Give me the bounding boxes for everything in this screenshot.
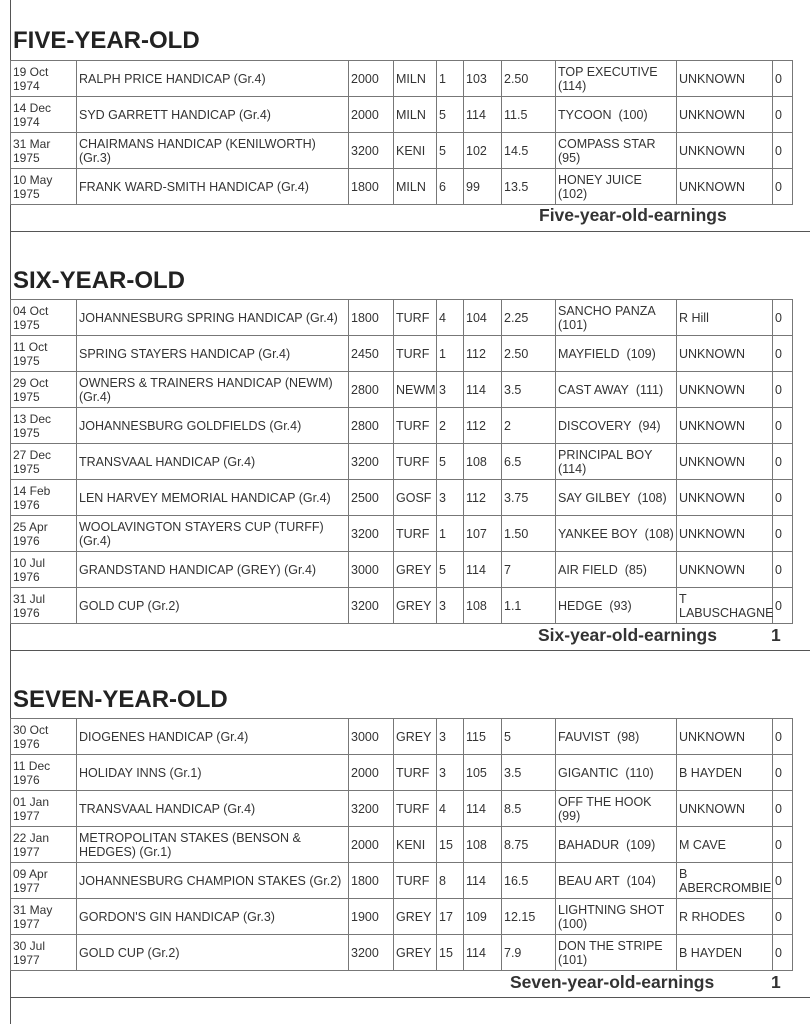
course-cell: MILN <box>394 61 437 97</box>
jockey-link[interactable]: UNKNOWN <box>677 719 773 755</box>
weight-cell: 112 <box>464 408 502 444</box>
jockey-link[interactable]: UNKNOWN <box>677 133 773 169</box>
race-row <box>11 444 793 480</box>
winner-rating: (94) <box>638 418 661 433</box>
race-row <box>11 552 793 588</box>
race-row <box>11 300 793 336</box>
race-name-link[interactable]: WOOLAVINGTON STAYERS CUP (TURFF) (Gr.4) <box>77 516 349 552</box>
course-cell: TURF <box>394 516 437 552</box>
position-cell: 6 <box>437 169 464 205</box>
race-date-cell: 01 Jan 1977 <box>11 791 77 827</box>
winner-rating: (102) <box>558 186 588 201</box>
winner-name-link[interactable]: AIR FIELD <box>558 562 618 577</box>
weight-cell: 114 <box>464 552 502 588</box>
odds-cell: 3.75 <box>502 480 556 516</box>
distance-cell: 3200 <box>349 791 394 827</box>
winner-rating: (114) <box>558 78 587 93</box>
weight-cell: 114 <box>464 372 502 408</box>
race-date-cell: 31 Jul 1976 <box>11 588 77 624</box>
race-date-cell: 30 Oct 1976 <box>11 719 77 755</box>
odds-cell: 1.1 <box>502 588 556 624</box>
race-date-cell: 31 May 1977 <box>11 899 77 935</box>
winner-name-link[interactable]: YANKEE BOY <box>558 526 638 541</box>
race-name-link[interactable]: SYD GARRETT HANDICAP (Gr.4) <box>77 97 349 133</box>
race-date-cell: 14 Feb 1976 <box>11 480 77 516</box>
winner-name-link[interactable]: DISCOVERY <box>558 418 632 433</box>
position-cell: 4 <box>437 791 464 827</box>
jockey-link[interactable]: UNKNOWN <box>677 97 773 133</box>
winner-cell[interactable] <box>556 552 677 588</box>
distance-cell: 3000 <box>349 552 394 588</box>
weight-cell: 114 <box>464 97 502 133</box>
race-name-link[interactable]: JOHANNESBURG CHAMPION STAKES (Gr.2) <box>77 863 349 899</box>
course-cell: TURF <box>394 755 437 791</box>
odds-cell: 2.25 <box>502 300 556 336</box>
jockey-link[interactable]: R Hill <box>677 300 773 336</box>
race-date-cell: 10 May 1975 <box>11 169 77 205</box>
winner-name-link[interactable]: TOP EXECUTIVE <box>558 64 658 79</box>
race-row <box>11 336 793 372</box>
earnings-label-text: Six-year-old-earnings <box>538 625 717 645</box>
distance-cell: 3200 <box>349 935 394 971</box>
extra-cell: 0 <box>773 719 793 755</box>
race-date-cell: 29 Oct 1975 <box>11 372 77 408</box>
distance-cell: 1800 <box>349 169 394 205</box>
course-cell: GREY <box>394 552 437 588</box>
position-cell: 2 <box>437 408 464 444</box>
winner-name-link[interactable]: TYCOON <box>558 107 612 122</box>
jockey-link[interactable]: UNKNOWN <box>677 516 773 552</box>
weight-cell: 112 <box>464 336 502 372</box>
position-cell: 17 <box>437 899 464 935</box>
extra-cell: 0 <box>773 863 793 899</box>
extra-cell: 0 <box>773 372 793 408</box>
extra-cell: 0 <box>773 97 793 133</box>
distance-cell: 2000 <box>349 61 394 97</box>
course-cell: GREY <box>394 588 437 624</box>
distance-cell: 2800 <box>349 408 394 444</box>
winner-rating: (101) <box>558 317 588 332</box>
course-cell: TURF <box>394 444 437 480</box>
distance-cell: 3200 <box>349 516 394 552</box>
distance-cell: 3200 <box>349 133 394 169</box>
course-cell: TURF <box>394 300 437 336</box>
odds-cell: 8.5 <box>502 791 556 827</box>
weight-cell: 103 <box>464 61 502 97</box>
race-date-cell: 27 Dec 1975 <box>11 444 77 480</box>
extra-cell: 0 <box>773 516 793 552</box>
course-cell: TURF <box>394 791 437 827</box>
extra-cell: 0 <box>773 61 793 97</box>
extra-cell: 0 <box>773 552 793 588</box>
winner-rating: (108) <box>644 526 674 541</box>
position-cell: 1 <box>437 61 464 97</box>
winner-name-link[interactable]: BEAU ART <box>558 873 620 888</box>
winner-cell[interactable] <box>556 372 677 408</box>
race-row <box>11 169 793 205</box>
race-date-cell: 11 Dec 1976 <box>11 755 77 791</box>
race-name-link[interactable]: OWNERS & TRAINERS HANDICAP (NEWM) (Gr.4) <box>77 372 349 408</box>
earnings-label <box>539 205 727 226</box>
race-name-link[interactable]: HOLIDAY INNS (Gr.1) <box>77 755 349 791</box>
position-cell: 3 <box>437 480 464 516</box>
course-cell: GREY <box>394 899 437 935</box>
weight-cell: 99 <box>464 169 502 205</box>
extra-cell: 0 <box>773 300 793 336</box>
jockey-link[interactable]: UNKNOWN <box>677 169 773 205</box>
course-cell: GREY <box>394 935 437 971</box>
odds-cell: 14.5 <box>502 133 556 169</box>
earnings-value: 1 <box>771 625 781 645</box>
weight-cell: 104 <box>464 300 502 336</box>
extra-cell: 0 <box>773 588 793 624</box>
winner-cell[interactable] <box>556 300 677 336</box>
race-row <box>11 408 793 444</box>
race-row <box>11 61 793 97</box>
odds-cell: 2 <box>502 408 556 444</box>
extra-cell: 0 <box>773 935 793 971</box>
distance-cell: 1800 <box>349 300 394 336</box>
race-row <box>11 719 793 755</box>
winner-rating: (93) <box>609 598 632 613</box>
jockey-link[interactable]: UNKNOWN <box>677 791 773 827</box>
winner-name-link[interactable]: HONEY JUICE <box>558 172 642 187</box>
earnings-value: 1 <box>771 972 781 992</box>
winner-cell[interactable] <box>556 588 677 624</box>
winner-rating: (98) <box>617 729 640 744</box>
section-title: FIVE-YEAR-OLD <box>13 27 200 54</box>
position-cell: 3 <box>437 719 464 755</box>
jockey-link[interactable]: T LABUSCHAGNE <box>677 588 773 624</box>
course-cell: TURF <box>394 863 437 899</box>
odds-cell: 6.5 <box>502 444 556 480</box>
winner-rating: (101) <box>558 952 588 967</box>
weight-cell: 112 <box>464 480 502 516</box>
winner-cell[interactable] <box>556 719 677 755</box>
extra-cell: 0 <box>773 827 793 863</box>
race-date-cell: 30 Jul 1977 <box>11 935 77 971</box>
course-cell: KENI <box>394 133 437 169</box>
winner-cell[interactable] <box>556 169 677 205</box>
odds-cell: 7 <box>502 552 556 588</box>
distance-cell: 2000 <box>349 97 394 133</box>
section-divider <box>10 650 810 651</box>
winner-rating: (99) <box>558 808 581 823</box>
race-date-cell: 22 Jan 1977 <box>11 827 77 863</box>
winner-cell[interactable] <box>556 516 677 552</box>
race-row <box>11 827 793 863</box>
winner-rating: (109) <box>626 837 656 852</box>
race-name-link[interactable]: JOHANNESBURG SPRING HANDICAP (Gr.4) <box>77 300 349 336</box>
section-title: SEVEN-YEAR-OLD <box>13 686 228 713</box>
race-name-link[interactable]: GOLD CUP (Gr.2) <box>77 935 349 971</box>
winner-name-link[interactable]: SANCHO PANZA <box>558 303 656 318</box>
race-table <box>10 718 793 971</box>
winner-cell[interactable] <box>556 827 677 863</box>
winner-name-link[interactable]: MAYFIELD <box>558 346 620 361</box>
odds-cell: 8.75 <box>502 827 556 863</box>
winner-name-link[interactable]: GIGANTIC <box>558 765 619 780</box>
weight-cell: 114 <box>464 791 502 827</box>
race-date-cell: 10 Jul 1976 <box>11 552 77 588</box>
earnings-label-text: Five-year-old-earnings <box>539 205 727 225</box>
extra-cell: 0 <box>773 755 793 791</box>
extra-cell: 0 <box>773 336 793 372</box>
winner-cell[interactable] <box>556 444 677 480</box>
race-name-link[interactable]: CHAIRMANS HANDICAP (KENILWORTH) (Gr.3) <box>77 133 349 169</box>
race-name-link[interactable]: TRANSVAAL HANDICAP (Gr.4) <box>77 791 349 827</box>
winner-rating: (95) <box>558 150 581 165</box>
extra-cell: 0 <box>773 444 793 480</box>
race-date-cell: 11 Oct 1975 <box>11 336 77 372</box>
jockey-link[interactable]: B HAYDEN <box>677 935 773 971</box>
winner-cell[interactable] <box>556 899 677 935</box>
course-cell: NEWM <box>394 372 437 408</box>
earnings-label-text: Seven-year-old-earnings <box>510 972 715 992</box>
position-cell: 15 <box>437 827 464 863</box>
jockey-link[interactable]: M CAVE <box>677 827 773 863</box>
distance-cell: 2800 <box>349 372 394 408</box>
winner-rating: (108) <box>637 490 667 505</box>
distance-cell: 3200 <box>349 444 394 480</box>
race-date-cell: 09 Apr 1977 <box>11 863 77 899</box>
course-cell: MILN <box>394 97 437 133</box>
race-name-link[interactable]: GRANDSTAND HANDICAP (GREY) (Gr.4) <box>77 552 349 588</box>
race-date-cell: 14 Dec 1974 <box>11 97 77 133</box>
position-cell: 8 <box>437 863 464 899</box>
winner-rating: (85) <box>624 562 647 577</box>
extra-cell: 0 <box>773 480 793 516</box>
odds-cell: 13.5 <box>502 169 556 205</box>
winner-cell[interactable] <box>556 133 677 169</box>
extra-cell: 0 <box>773 133 793 169</box>
jockey-link[interactable]: UNKNOWN <box>677 61 773 97</box>
jockey-link[interactable]: R RHODES <box>677 899 773 935</box>
distance-cell: 2450 <box>349 336 394 372</box>
winner-name-link[interactable]: LIGHTNING SHOT <box>558 902 665 917</box>
extra-cell: 0 <box>773 791 793 827</box>
course-cell: TURF <box>394 408 437 444</box>
winner-name-link[interactable]: SAY GILBEY <box>558 490 631 505</box>
race-name-link[interactable]: METROPOLITAN STAKES (BENSON & HEDGES) (Gr.1) <box>77 827 349 863</box>
winner-name-link[interactable]: PRINCIPAL BOY <box>558 447 653 462</box>
race-name-link[interactable]: GORDON'S GIN HANDICAP (Gr.3) <box>77 899 349 935</box>
position-cell: 5 <box>437 552 464 588</box>
section-divider <box>10 997 810 998</box>
race-row <box>11 935 793 971</box>
winner-cell[interactable] <box>556 755 677 791</box>
course-cell: GOSF <box>394 480 437 516</box>
odds-cell: 7.9 <box>502 935 556 971</box>
jockey-link[interactable]: B HAYDEN <box>677 755 773 791</box>
race-row <box>11 863 793 899</box>
winner-name-link[interactable]: COMPASS STAR <box>558 136 656 151</box>
course-cell: KENI <box>394 827 437 863</box>
position-cell: 5 <box>437 97 464 133</box>
position-cell: 1 <box>437 516 464 552</box>
earnings-label <box>538 625 781 646</box>
position-cell: 15 <box>437 935 464 971</box>
winner-cell[interactable] <box>556 863 677 899</box>
race-table <box>10 299 793 624</box>
course-cell: TURF <box>394 336 437 372</box>
distance-cell: 1800 <box>349 863 394 899</box>
winner-name-link[interactable]: BAHADUR <box>558 837 620 852</box>
race-name-link[interactable]: DIOGENES HANDICAP (Gr.4) <box>77 719 349 755</box>
winner-rating: (100) <box>558 916 588 931</box>
winner-name-link[interactable]: FAUVIST <box>558 729 611 744</box>
race-date-cell: 19 Oct 1974 <box>11 61 77 97</box>
course-cell: MILN <box>394 169 437 205</box>
position-cell: 1 <box>437 336 464 372</box>
distance-cell: 3200 <box>349 588 394 624</box>
race-name-link[interactable]: JOHANNESBURG GOLDFIELDS (Gr.4) <box>77 408 349 444</box>
odds-cell: 3.5 <box>502 372 556 408</box>
distance-cell: 2000 <box>349 827 394 863</box>
winner-name-link[interactable]: DON THE STRIPE <box>558 938 663 953</box>
extra-cell: 0 <box>773 169 793 205</box>
extra-cell: 0 <box>773 408 793 444</box>
winner-cell[interactable] <box>556 336 677 372</box>
race-name-link[interactable]: GOLD CUP (Gr.2) <box>77 588 349 624</box>
winner-cell[interactable] <box>556 935 677 971</box>
odds-cell: 5 <box>502 719 556 755</box>
race-date-cell: 31 Mar 1975 <box>11 133 77 169</box>
section-divider <box>10 231 810 232</box>
jockey-link[interactable]: B ABERCROMBIE <box>677 863 773 899</box>
jockey-link[interactable]: UNKNOWN <box>677 408 773 444</box>
winner-name-link[interactable]: HEDGE <box>558 598 603 613</box>
race-row <box>11 588 793 624</box>
weight-cell: 108 <box>464 444 502 480</box>
odds-cell: 11.5 <box>502 97 556 133</box>
distance-cell: 1900 <box>349 899 394 935</box>
jockey-link[interactable]: UNKNOWN <box>677 444 773 480</box>
winner-cell[interactable] <box>556 791 677 827</box>
position-cell: 3 <box>437 372 464 408</box>
race-row <box>11 899 793 935</box>
race-row <box>11 791 793 827</box>
course-cell: GREY <box>394 719 437 755</box>
winner-rating: (111) <box>635 382 664 397</box>
winner-rating: (104) <box>626 873 656 888</box>
race-name-link[interactable]: TRANSVAAL HANDICAP (Gr.4) <box>77 444 349 480</box>
weight-cell: 114 <box>464 935 502 971</box>
weight-cell: 107 <box>464 516 502 552</box>
race-row <box>11 372 793 408</box>
winner-rating: (109) <box>626 346 656 361</box>
race-date-cell: 04 Oct 1975 <box>11 300 77 336</box>
race-name-link[interactable]: SPRING STAYERS HANDICAP (Gr.4) <box>77 336 349 372</box>
distance-cell: 3000 <box>349 719 394 755</box>
section-title: SIX-YEAR-OLD <box>13 267 186 294</box>
weight-cell: 114 <box>464 863 502 899</box>
weight-cell: 108 <box>464 588 502 624</box>
winner-cell[interactable] <box>556 408 677 444</box>
winner-name-link[interactable]: OFF THE HOOK <box>558 794 652 809</box>
extra-cell: 0 <box>773 899 793 935</box>
winner-rating: (100) <box>618 107 648 122</box>
jockey-link[interactable]: UNKNOWN <box>677 480 773 516</box>
race-name-link[interactable]: LEN HARVEY MEMORIAL HANDICAP (Gr.4) <box>77 480 349 516</box>
jockey-link[interactable]: UNKNOWN <box>677 372 773 408</box>
weight-cell: 102 <box>464 133 502 169</box>
position-cell: 5 <box>437 444 464 480</box>
weight-cell: 108 <box>464 827 502 863</box>
race-row <box>11 480 793 516</box>
odds-cell: 2.50 <box>502 336 556 372</box>
position-cell: 5 <box>437 133 464 169</box>
odds-cell: 16.5 <box>502 863 556 899</box>
winner-name-link[interactable]: CAST AWAY <box>558 382 629 397</box>
weight-cell: 115 <box>464 719 502 755</box>
position-cell: 3 <box>437 755 464 791</box>
winner-cell[interactable] <box>556 61 677 97</box>
winner-rating: (110) <box>625 765 654 780</box>
position-cell: 4 <box>437 300 464 336</box>
jockey-link[interactable]: UNKNOWN <box>677 336 773 372</box>
earnings-label <box>510 972 781 993</box>
race-table <box>10 60 793 205</box>
race-name-link[interactable]: RALPH PRICE HANDICAP (Gr.4) <box>77 61 349 97</box>
race-row <box>11 516 793 552</box>
winner-rating: (114) <box>558 461 587 476</box>
race-date-cell: 13 Dec 1975 <box>11 408 77 444</box>
race-row <box>11 97 793 133</box>
odds-cell: 3.5 <box>502 755 556 791</box>
race-name-link[interactable]: FRANK WARD-SMITH HANDICAP (Gr.4) <box>77 169 349 205</box>
odds-cell: 2.50 <box>502 61 556 97</box>
distance-cell: 2500 <box>349 480 394 516</box>
weight-cell: 105 <box>464 755 502 791</box>
jockey-link[interactable]: UNKNOWN <box>677 552 773 588</box>
odds-cell: 1.50 <box>502 516 556 552</box>
distance-cell: 2000 <box>349 755 394 791</box>
odds-cell: 12.15 <box>502 899 556 935</box>
winner-cell[interactable] <box>556 97 677 133</box>
weight-cell: 109 <box>464 899 502 935</box>
race-row <box>11 755 793 791</box>
winner-cell[interactable] <box>556 480 677 516</box>
race-row <box>11 133 793 169</box>
position-cell: 3 <box>437 588 464 624</box>
race-date-cell: 25 Apr 1976 <box>11 516 77 552</box>
